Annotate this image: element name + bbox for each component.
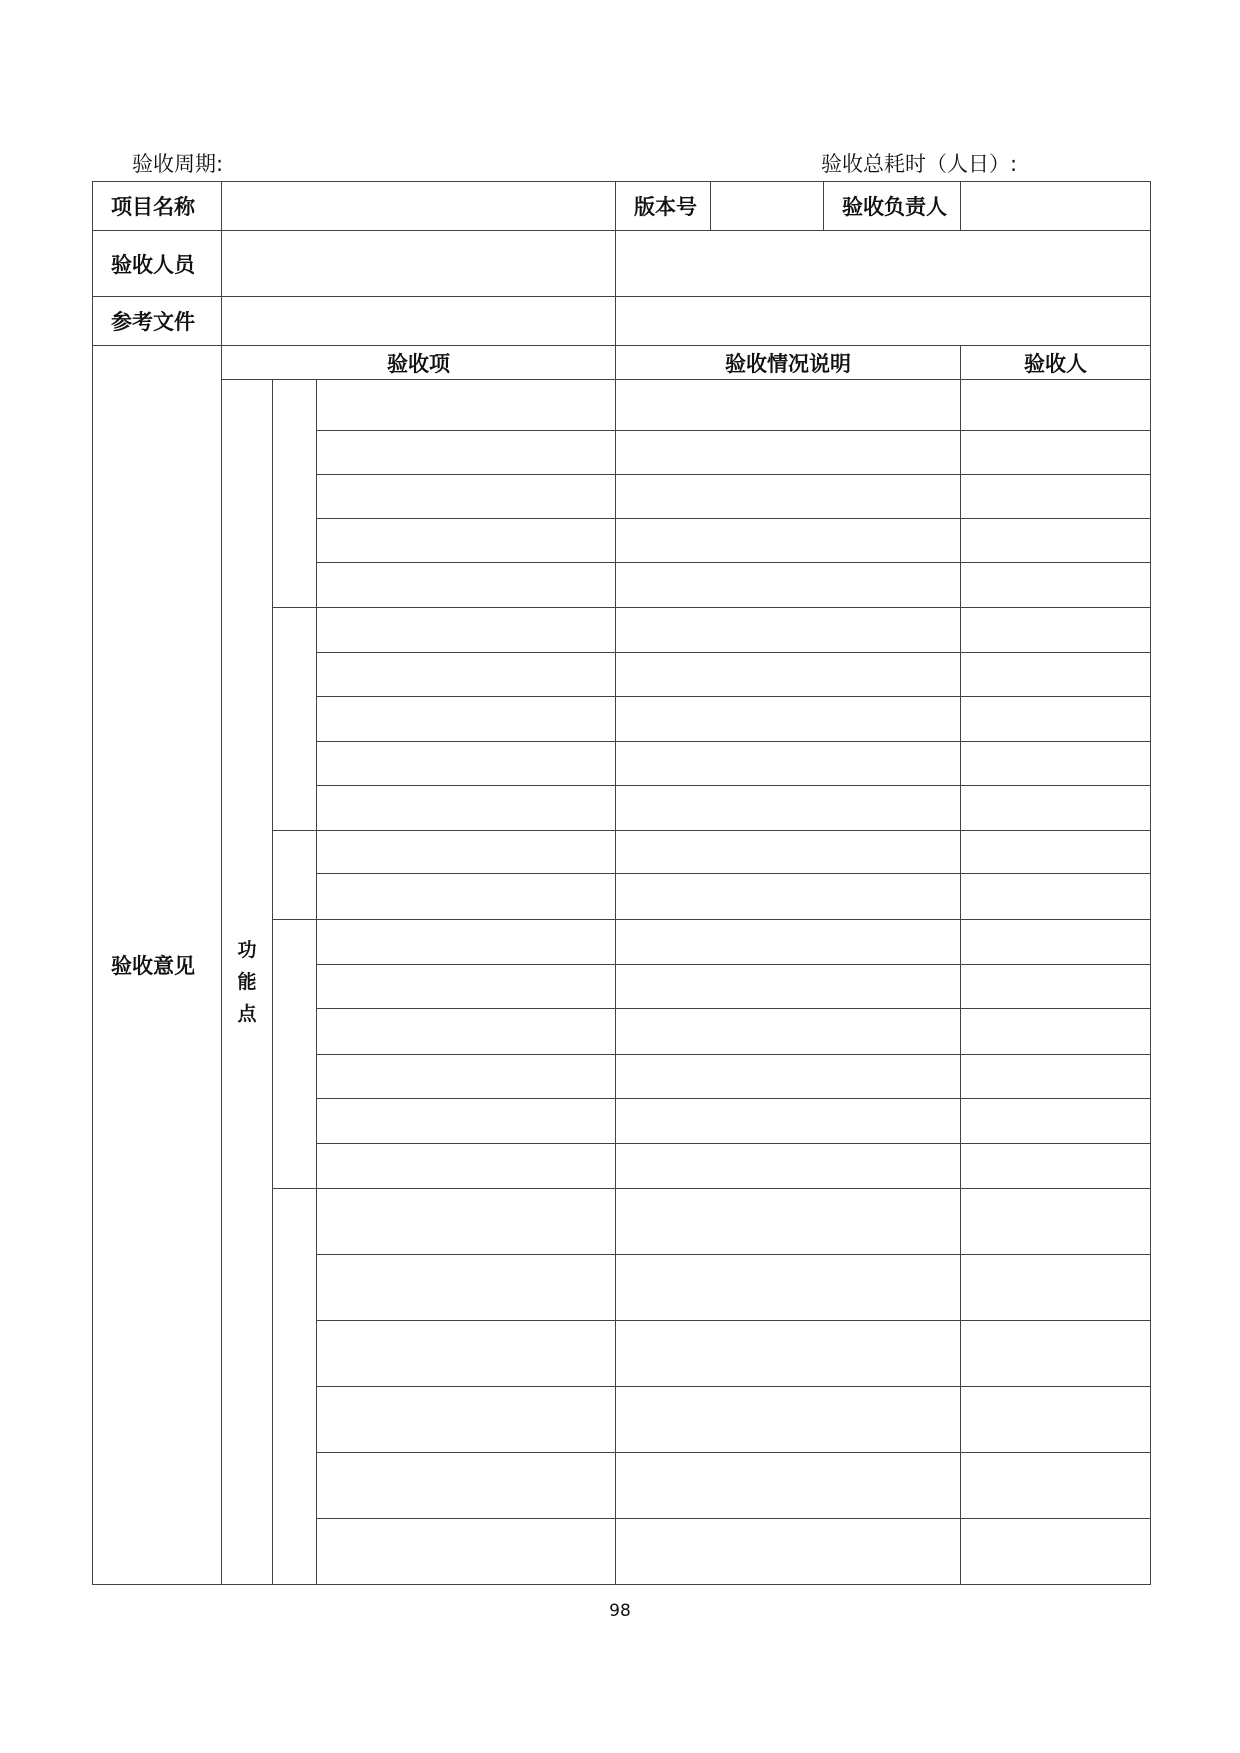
group-cell[interactable] [273,608,317,831]
item-cell[interactable] [317,1099,616,1144]
staff-field[interactable] [222,231,616,297]
description-cell[interactable] [616,742,961,786]
function-point-char: 功 [237,939,257,961]
description-cell[interactable] [616,1144,961,1189]
item-cell[interactable] [317,608,616,653]
item-cell[interactable] [317,920,616,965]
description-cell[interactable] [616,431,961,475]
item-cell[interactable] [317,831,616,874]
item-cell[interactable] [317,1055,616,1099]
item-cell[interactable] [317,380,616,431]
acceptance-row [93,380,1151,431]
description-cell[interactable] [616,1255,961,1321]
item-cell[interactable] [317,697,616,742]
person-cell[interactable] [961,697,1151,742]
function-point-char: 能 [237,971,257,993]
item-cell[interactable] [317,1453,616,1519]
reference-field[interactable] [222,297,616,346]
description-cell[interactable] [616,1321,961,1387]
item-cell[interactable] [317,475,616,519]
person-cell[interactable] [961,431,1151,475]
project-name-label: 项目名称 [93,182,222,231]
leader-field[interactable] [961,182,1151,231]
person-cell[interactable] [961,965,1151,1009]
item-cell[interactable] [317,965,616,1009]
description-cell[interactable] [616,1519,961,1585]
group-cell[interactable] [273,831,317,920]
reference-extra-field[interactable] [616,297,1151,346]
leader-label: 验收负责人 [824,182,961,231]
description-cell[interactable] [616,563,961,608]
person-cell[interactable] [961,874,1151,920]
person-cell[interactable] [961,1009,1151,1055]
person-cell[interactable] [961,1255,1151,1321]
reference-label: 参考文件 [93,297,222,346]
person-cell[interactable] [961,380,1151,431]
description-cell[interactable] [616,831,961,874]
col-header-description: 验收情况说明 [616,346,961,380]
description-cell[interactable] [616,920,961,965]
function-point-label [222,380,273,1585]
description-cell[interactable] [616,1009,961,1055]
description-cell[interactable] [616,1055,961,1099]
item-cell[interactable] [317,1189,616,1255]
person-cell[interactable] [961,519,1151,563]
person-cell[interactable] [961,1321,1151,1387]
description-cell[interactable] [616,475,961,519]
description-cell[interactable] [616,380,961,431]
version-field[interactable] [711,182,824,231]
staff-label: 验收人员 [93,231,222,297]
acceptance-cycle-label: 验收周期: [132,152,224,176]
description-cell[interactable] [616,874,961,920]
description-cell[interactable] [616,697,961,742]
item-cell[interactable] [317,1255,616,1321]
person-cell[interactable] [961,1144,1151,1189]
description-cell[interactable] [616,519,961,563]
item-cell[interactable] [317,1519,616,1585]
group-cell[interactable] [273,920,317,1189]
person-cell[interactable] [961,742,1151,786]
item-cell[interactable] [317,1321,616,1387]
person-cell[interactable] [961,608,1151,653]
description-cell[interactable] [616,1099,961,1144]
item-cell[interactable] [317,653,616,697]
person-cell[interactable] [961,786,1151,831]
item-cell[interactable] [317,431,616,475]
function-point-char: 点 [237,1003,257,1025]
item-cell[interactable] [317,563,616,608]
item-cell[interactable] [317,874,616,920]
group-cell[interactable] [273,1189,317,1585]
person-cell[interactable] [961,1099,1151,1144]
col-header-item: 验收项 [222,346,616,380]
item-cell[interactable] [317,1144,616,1189]
page-number: 98 [609,1601,631,1621]
col-header-person: 验收人 [961,346,1151,380]
description-cell[interactable] [616,653,961,697]
person-cell[interactable] [961,920,1151,965]
description-cell[interactable] [616,1453,961,1519]
group-cell[interactable] [273,380,317,608]
item-cell[interactable] [317,519,616,563]
person-cell[interactable] [961,1453,1151,1519]
person-cell[interactable] [961,1519,1151,1585]
description-cell[interactable] [616,608,961,653]
person-cell[interactable] [961,1055,1151,1099]
description-cell[interactable] [616,1189,961,1255]
staff-extra-field[interactable] [616,231,1151,297]
version-label: 版本号 [616,182,711,231]
person-cell[interactable] [961,831,1151,874]
person-cell[interactable] [961,653,1151,697]
person-cell[interactable] [961,563,1151,608]
total-effort-label: 验收总耗时（人日）: [821,152,1018,176]
description-cell[interactable] [616,786,961,831]
item-cell[interactable] [317,1009,616,1055]
acceptance-form-table [92,181,1151,1585]
person-cell[interactable] [961,475,1151,519]
description-cell[interactable] [616,1387,961,1453]
opinion-label: 验收意见 [93,346,222,1585]
person-cell[interactable] [961,1189,1151,1255]
item-cell[interactable] [317,742,616,786]
project-name-field[interactable] [222,182,616,231]
description-cell[interactable] [616,965,961,1009]
item-cell[interactable] [317,1387,616,1453]
person-cell[interactable] [961,1387,1151,1453]
item-cell[interactable] [317,786,616,831]
